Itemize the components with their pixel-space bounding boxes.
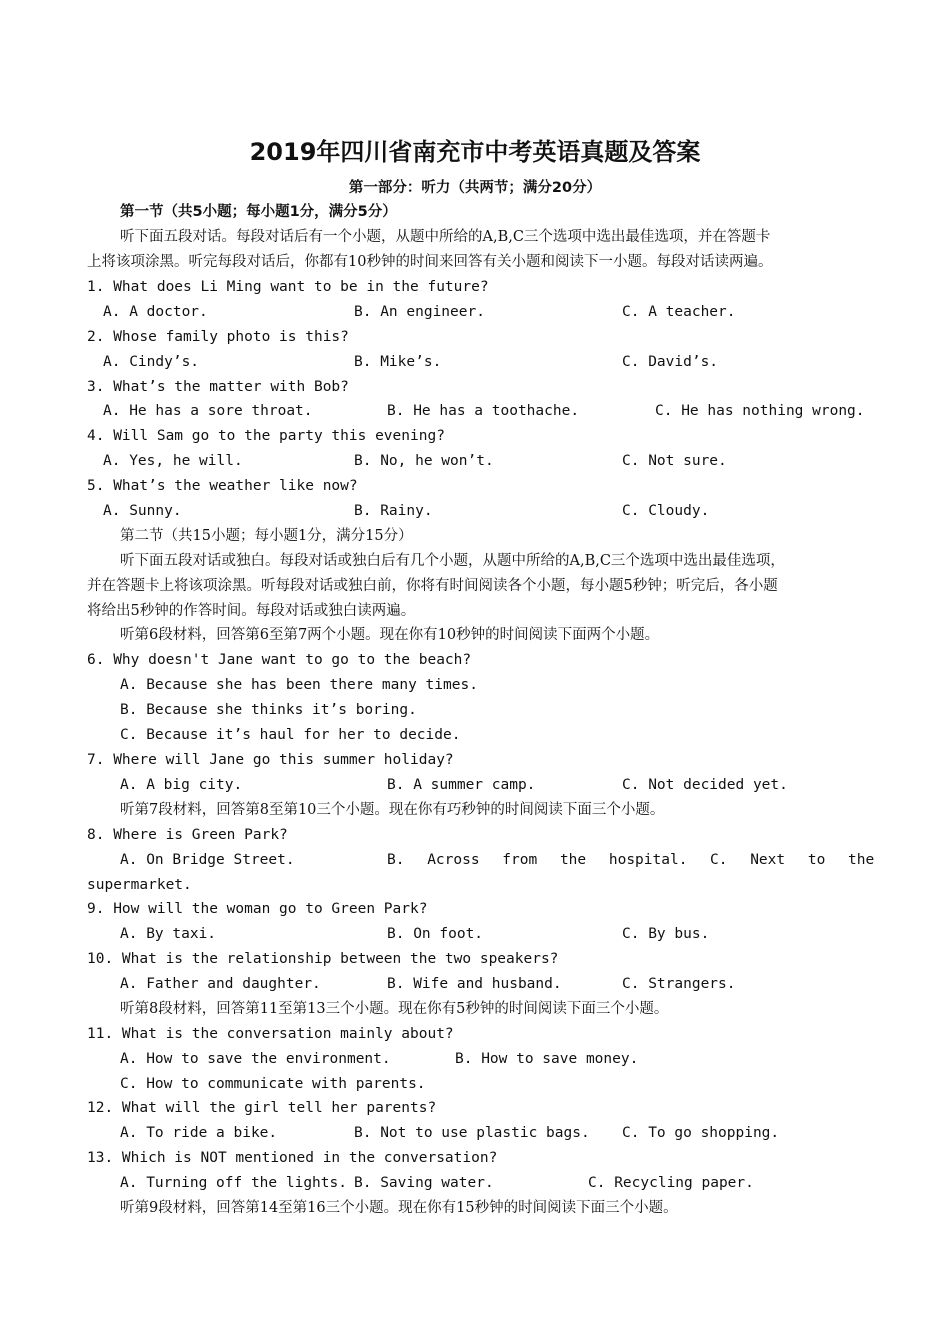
q4-option-a: A. Yes, he will. xyxy=(103,453,243,469)
q1-option-c: C. A teacher. xyxy=(622,304,736,320)
section2-instructions-1: 听下面五段对话或独白。每段对话或独白后有几个小题，从题中所给的A,B,C三个选项中选出最佳选项， xyxy=(120,553,785,569)
q9-option-b: B. On foot. xyxy=(387,926,484,942)
material-9-note: 听第9段材料，回答第14至第16三个小题。现在你有15秒钟的时间阅读下面三个小题。 xyxy=(120,1200,678,1216)
q11-option-a: A. How to save the environment. xyxy=(120,1051,391,1067)
q6-option-c: C. Because it’s haul for her to decide. xyxy=(120,727,461,743)
q10-stem: 10. What is the relationship between the two speakers? xyxy=(87,951,559,967)
q1-option-b: B. An engineer. xyxy=(354,304,485,320)
q5-stem: 5. What’s the weather like now? xyxy=(87,478,358,494)
q13-option-b: B. Saving water. xyxy=(354,1175,494,1191)
q10-option-b: B. Wife and husband. xyxy=(387,976,562,992)
q6-option-b: B. Because she thinks it’s boring. xyxy=(120,702,417,718)
q13-option-c: C. Recycling paper. xyxy=(588,1175,754,1191)
q9-option-a: A. By taxi. xyxy=(120,926,217,942)
q4-option-c: C. Not sure. xyxy=(622,453,727,469)
q11-option-b: B. How to save money. xyxy=(455,1051,639,1067)
q3-option-a: A. He has a sore throat. xyxy=(103,403,313,419)
section1-heading: 第一节（共5小题；每小题1分，满分5分） xyxy=(120,204,397,220)
q2-option-a: A. Cindy’s. xyxy=(103,354,200,370)
material-6-note: 听第6段材料，回答第6至第7两个小题。现在你有10秒钟的时间阅读下面两个小题。 xyxy=(120,627,660,643)
q3-option-b: B. He has a toothache. xyxy=(387,403,580,419)
q5-option-c: C. Cloudy. xyxy=(622,503,710,519)
section2-instructions-3: 将给出5秒钟的作答时间。每段对话或独白读两遍。 xyxy=(87,603,416,619)
part1-title: 第一部分：听力（共两节；满分20分） xyxy=(348,180,602,196)
q4-option-b: B. No, he won’t. xyxy=(354,453,494,469)
section1-instructions-1: 听下面五段对话。每段对话后有一个小题，从题中所给的A,B,C三个选项中选出最佳选项，并在答题卡 xyxy=(120,229,771,245)
q9-option-c: C. By bus. xyxy=(622,926,710,942)
q3-option-c: C. He has nothing wrong. xyxy=(655,403,865,419)
material-7-note: 听第7段材料，回答第8至第10三个小题。现在你有巧秒钟的时间阅读下面三个小题。 xyxy=(120,802,665,818)
q2-option-c: C. David’s. xyxy=(622,354,719,370)
q1-stem: 1. What does Li Ming want to be in the future? xyxy=(87,279,489,295)
q1-option-a: A. A doctor. xyxy=(103,304,208,320)
q4-stem: 4. Will Sam go to the party this evening? xyxy=(87,428,445,444)
material-8-note: 听第8段材料，回答第11至第13三个小题。现在你有5秒钟的时间阅读下面三个小题。 xyxy=(120,1001,669,1017)
section2-heading: 第二节（共15小题；每小题1分，满分15分） xyxy=(120,528,413,544)
q6-option-a: A. Because she has been there many times. xyxy=(120,677,478,693)
q12-option-c: C. To go shopping. xyxy=(622,1125,780,1141)
page-title: 2019年四川省南充市中考英语真题及答案 xyxy=(249,138,701,166)
q13-option-a: A. Turning off the lights. xyxy=(120,1175,347,1191)
q13-stem: 13. Which is NOT mentioned in the conversation? xyxy=(87,1150,498,1166)
q8-option-a: A. On Bridge Street. xyxy=(120,852,295,868)
q3-stem: 3. What’s the matter with Bob? xyxy=(87,379,349,395)
q8-option-c-cont: supermarket. xyxy=(87,877,192,893)
section1-instructions-2: 上将该项涂黑。听完每段对话后，你都有10秒钟的时间来回答有关小题和阅读下一小题。每段对话读两遍。 xyxy=(87,254,773,270)
q7-option-a: A. A big city. xyxy=(120,777,243,793)
q12-option-b: B. Not to use plastic bags. xyxy=(354,1125,590,1141)
q9-stem: 9. How will the woman go to Green Park? xyxy=(87,901,428,917)
q11-option-c: C. How to communicate with parents. xyxy=(120,1076,426,1092)
q10-option-c: C. Strangers. xyxy=(622,976,736,992)
q12-option-a: A. To ride a bike. xyxy=(120,1125,278,1141)
q10-option-a: A. Father and daughter. xyxy=(120,976,321,992)
q8-option-c: C. Next to the xyxy=(710,852,875,868)
q7-stem: 7. Where will Jane go this summer holiday? xyxy=(87,752,454,768)
q6-stem: 6. Why doesn't Jane want to go to the beach? xyxy=(87,652,472,668)
q11-stem: 11. What is the conversation mainly about? xyxy=(87,1026,454,1042)
q2-stem: 2. Whose family photo is this? xyxy=(87,329,349,345)
section2-instructions-2: 并在答题卡上将该项涂黑。听每段对话或独白前，你将有时间阅读各个小题，每小题5秒钟；听完后，各小题 xyxy=(87,578,778,594)
q7-option-b: B. A summer camp. xyxy=(387,777,536,793)
q12-stem: 12. What will the girl tell her parents? xyxy=(87,1100,437,1116)
q2-option-b: B. Mike’s. xyxy=(354,354,442,370)
q7-option-c: C. Not decided yet. xyxy=(622,777,788,793)
q5-option-a: A. Sunny. xyxy=(103,503,182,519)
q8-option-b: B. Across from the hospital. xyxy=(387,852,688,868)
q8-stem: 8. Where is Green Park? xyxy=(87,827,288,843)
q5-option-b: B. Rainy. xyxy=(354,503,433,519)
